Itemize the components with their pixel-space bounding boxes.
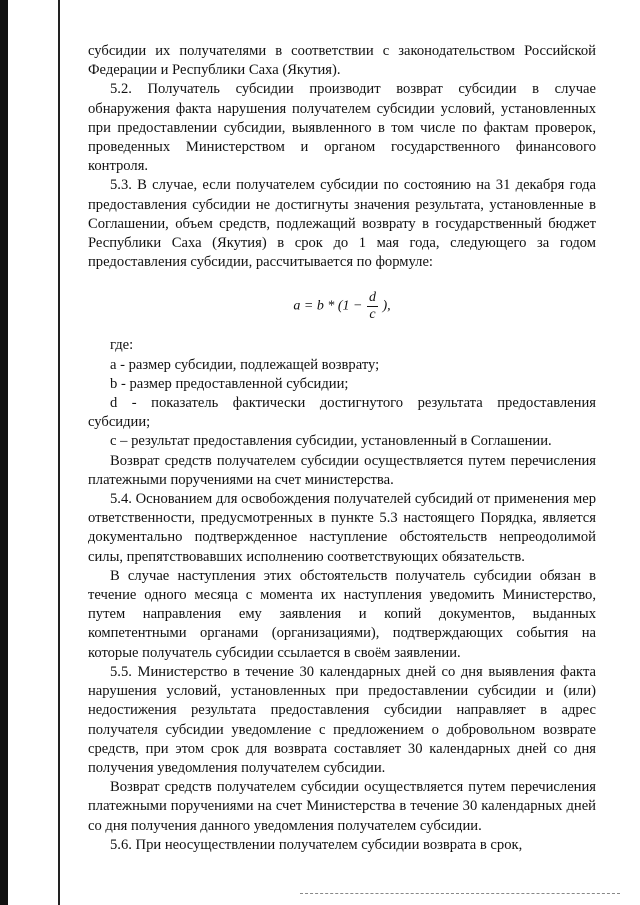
scan-bottom-noise <box>300 893 620 896</box>
scan-left-edge <box>0 0 60 905</box>
page-binding-line <box>58 0 60 905</box>
paragraph-return-2: Возврат средств получателем субсидии осуществляется путем перечисления платежными поручениями на счет Министерства в течение 30 календарных дней со дня получения данного уведомления получателем субсидии. <box>88 779 596 834</box>
definition-b: b - размер предоставленной субсидии; <box>110 375 349 392</box>
paragraph-return-1: Возврат средств получателем субсидии осуществляется путем перечисления платежными поручениями на счет министерства. <box>88 452 596 488</box>
formula-lhs: a = b * (1 − <box>293 299 363 315</box>
formula-rhs: ), <box>382 299 391 315</box>
formula-denominator: c <box>369 307 376 323</box>
paragraph-5-4: 5.4. Основанием для освобождения получателей субсидий от применения мер ответственности, предусмотренных в пункте 5.3 настоящего Порядка, является документально подтвержденное наступление обстоятельств непреодолимой силы, препятствовавших исполнению соответствующих обязательств. <box>88 491 596 565</box>
formula-fraction <box>367 290 378 323</box>
paragraph-5-6: 5.6. При неосуществлении получателем субсидии возврата в срок, <box>110 836 523 853</box>
paragraph-5-2: 5.2. Получатель субсидии производит возврат субсидии в случае обнаружения факта нарушения получателем субсидии условий, установленных при предоставлении субсидии, выявленного в том числе по фактам проверок, проведенных Министерством и органом государственного финансового контроля. <box>88 81 596 175</box>
formula <box>88 282 596 322</box>
formula-numerator: d <box>368 290 376 306</box>
definition-c: c – результат предоставления субсидии, установленный в Соглашении. <box>110 433 552 450</box>
paragraph-circumstances: В случае наступления этих обстоятельств получатель субсидии обязан в течение одного месяца с момента их наступления уведомить Министерство, путем направления ему заявления и копий документов, выданных компетентными органами (организациями), подтверждающих события на которые получатель субсидии ссылается в своём заявлении. <box>88 567 596 661</box>
definition-d: d - показатель фактически достигнутого результата предоставления субсидии; <box>88 395 596 431</box>
paragraph-where: где: <box>110 337 134 354</box>
paragraph-5-5: 5.5. Министерство в течение 30 календарных дней со дня выявления факта нарушения условий, установленных при предоставлении субсидии и (или) недостижения результата предоставления субсидии направляет в адрес получателя субсидии уведомление с предложением о добровольном возврате средств, при этом срок для возврата составляет 30 календарных дней со дня получения уведомления получателем субсидии. <box>88 663 596 776</box>
paragraph-5-3: 5.3. В случае, если получателем субсидии по состоянию на 31 декабря года предоставления субсидии не достигнуты значения результата, установленные в Соглашении, объем средств, подлежащий возврату в государственный бюджет Республики Саха (Якутия) в срок до 1 мая года, следующего за годом предоставления субсидии, рассчитывается по формуле: <box>88 177 596 271</box>
document-page <box>88 42 596 855</box>
definition-a: a - размер субсидии, подлежащей возврату; <box>110 356 380 373</box>
paragraph-1: субсидии их получателями в соответствии с законодательством Российской Федерации и Республики Саха (Якутия). <box>88 43 596 79</box>
